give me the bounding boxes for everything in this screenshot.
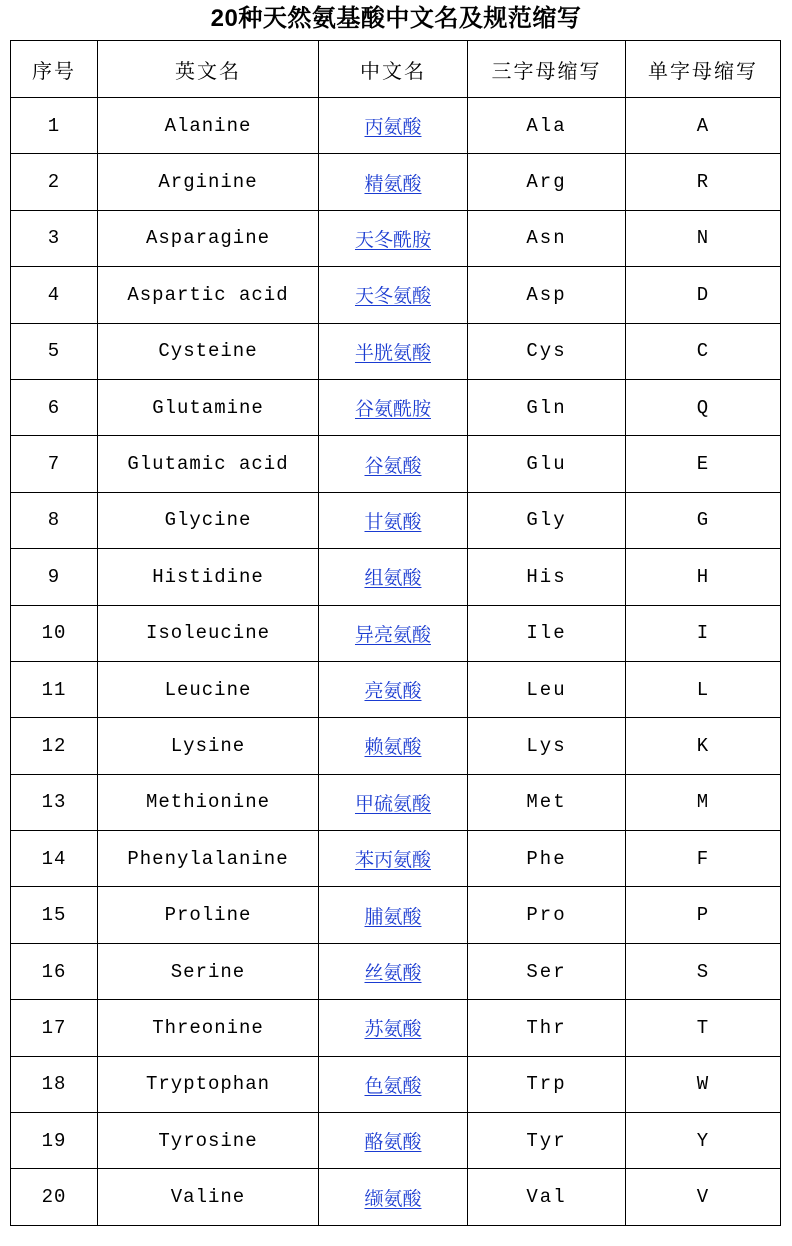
table-row <box>11 605 781 661</box>
table-row <box>11 492 781 548</box>
three-letter-code-cell: Gln <box>468 379 626 435</box>
one-letter-code-cell: M <box>626 774 781 830</box>
chinese-name-link[interactable]: 苯丙氨酸 <box>354 849 431 872</box>
three-letter-code-cell: Arg <box>468 154 626 210</box>
number-cell: 10 <box>11 605 98 661</box>
number-cell: 11 <box>11 661 98 717</box>
chinese-name-link[interactable]: 甲硫氨酸 <box>354 792 431 815</box>
header-row <box>11 41 781 98</box>
english-name-cell: Glutamic acid <box>98 436 319 492</box>
number-cell: 20 <box>11 1169 98 1225</box>
english-name-cell: Histidine <box>98 549 319 605</box>
header-chinese-name: 中文名 <box>319 41 468 98</box>
chinese-name-link[interactable]: 赖氨酸 <box>364 736 422 759</box>
header-three-letter-code: 三字母缩写 <box>468 41 626 98</box>
number-cell: 2 <box>11 154 98 210</box>
one-letter-code-cell: S <box>626 943 781 999</box>
three-letter-code-cell: Leu <box>468 661 626 717</box>
three-letter-code-cell: Val <box>468 1169 626 1225</box>
english-name-cell: Tyrosine <box>98 1113 319 1169</box>
one-letter-code-cell: V <box>626 1169 781 1225</box>
document-title: 20种天然氨基酸中文名及规范缩写 <box>210 5 582 32</box>
one-letter-code-cell: D <box>626 267 781 323</box>
english-name-cell: Leucine <box>98 661 319 717</box>
one-letter-code-cell: T <box>626 1000 781 1056</box>
chinese-name-link[interactable]: 甘氨酸 <box>364 510 422 533</box>
chinese-name-cell <box>319 661 468 717</box>
chinese-name-link[interactable]: 苏氨酸 <box>364 1018 422 1041</box>
one-letter-code-cell: Q <box>626 379 781 435</box>
one-letter-code-cell: G <box>626 492 781 548</box>
chinese-name-cell <box>319 831 468 887</box>
three-letter-code-cell: Cys <box>468 323 626 379</box>
english-name-cell: Asparagine <box>98 210 319 266</box>
number-cell: 19 <box>11 1113 98 1169</box>
number-cell: 18 <box>11 1056 98 1112</box>
table-row <box>11 267 781 323</box>
three-letter-code-cell: Lys <box>468 718 626 774</box>
three-letter-code-cell: Phe <box>468 831 626 887</box>
chinese-name-cell <box>319 1056 468 1112</box>
number-cell: 1 <box>11 98 98 154</box>
english-name-cell: Serine <box>98 943 319 999</box>
chinese-name-link[interactable]: 半胱氨酸 <box>354 341 431 364</box>
three-letter-code-cell: Ser <box>468 943 626 999</box>
header-one-letter-code: 单字母缩写 <box>626 41 781 98</box>
chinese-name-cell <box>319 718 468 774</box>
chinese-name-cell <box>319 98 468 154</box>
chinese-name-link[interactable]: 精氨酸 <box>364 172 422 195</box>
three-letter-code-cell: Asp <box>468 267 626 323</box>
number-cell: 3 <box>11 210 98 266</box>
chinese-name-link[interactable]: 组氨酸 <box>364 567 422 590</box>
chinese-name-cell <box>319 267 468 323</box>
one-letter-code-cell: K <box>626 718 781 774</box>
table-row <box>11 436 781 492</box>
chinese-name-cell <box>319 154 468 210</box>
chinese-name-cell <box>319 1000 468 1056</box>
english-name-cell: Threonine <box>98 1000 319 1056</box>
table-row <box>11 549 781 605</box>
three-letter-code-cell: Met <box>468 774 626 830</box>
chinese-name-cell <box>319 605 468 661</box>
number-cell: 8 <box>11 492 98 548</box>
english-name-cell: Glutamine <box>98 379 319 435</box>
chinese-name-cell <box>319 210 468 266</box>
number-cell: 14 <box>11 831 98 887</box>
one-letter-code-cell: F <box>626 831 781 887</box>
chinese-name-cell <box>319 492 468 548</box>
number-cell: 7 <box>11 436 98 492</box>
number-cell: 16 <box>11 943 98 999</box>
chinese-name-cell <box>319 1169 468 1225</box>
chinese-name-link[interactable]: 酪氨酸 <box>364 1131 422 1154</box>
three-letter-code-cell: Trp <box>468 1056 626 1112</box>
chinese-name-cell <box>319 943 468 999</box>
table-body <box>11 98 781 1226</box>
table-row <box>11 661 781 717</box>
chinese-name-cell <box>319 774 468 830</box>
english-name-cell: Cysteine <box>98 323 319 379</box>
chinese-name-cell <box>319 379 468 435</box>
chinese-name-link[interactable]: 亮氨酸 <box>364 680 422 703</box>
table-row <box>11 98 781 154</box>
three-letter-code-cell: Glu <box>468 436 626 492</box>
english-name-cell: Arginine <box>98 154 319 210</box>
three-letter-code-cell: Asn <box>468 210 626 266</box>
number-cell: 12 <box>11 718 98 774</box>
chinese-name-link[interactable]: 色氨酸 <box>364 1074 422 1097</box>
table-row <box>11 154 781 210</box>
chinese-name-link[interactable]: 丙氨酸 <box>364 116 422 139</box>
amino-acid-table <box>10 40 781 1226</box>
three-letter-code-cell: Ile <box>468 605 626 661</box>
one-letter-code-cell: L <box>626 661 781 717</box>
chinese-name-cell <box>319 436 468 492</box>
chinese-name-cell <box>319 887 468 943</box>
english-name-cell: Valine <box>98 1169 319 1225</box>
number-cell: 6 <box>11 379 98 435</box>
number-cell: 17 <box>11 1000 98 1056</box>
chinese-name-cell <box>319 1113 468 1169</box>
chinese-name-link[interactable]: 脯氨酸 <box>364 905 422 928</box>
table-row <box>11 1056 781 1112</box>
table-row <box>11 774 781 830</box>
one-letter-code-cell: W <box>626 1056 781 1112</box>
table-row <box>11 210 781 266</box>
three-letter-code-cell: Pro <box>468 887 626 943</box>
english-name-cell: Phenylalanine <box>98 831 319 887</box>
english-name-cell: Glycine <box>98 492 319 548</box>
table-row <box>11 323 781 379</box>
table-row <box>11 887 781 943</box>
number-cell: 9 <box>11 549 98 605</box>
chinese-name-link[interactable]: 异亮氨酸 <box>354 623 431 646</box>
english-name-cell: Methionine <box>98 774 319 830</box>
three-letter-code-cell: Thr <box>468 1000 626 1056</box>
number-cell: 13 <box>11 774 98 830</box>
table-row <box>11 718 781 774</box>
chinese-name-link[interactable]: 丝氨酸 <box>364 962 422 985</box>
english-name-cell: Alanine <box>98 98 319 154</box>
english-name-cell: Lysine <box>98 718 319 774</box>
one-letter-code-cell: I <box>626 605 781 661</box>
table-row <box>11 831 781 887</box>
one-letter-code-cell: A <box>626 98 781 154</box>
one-letter-code-cell: Y <box>626 1113 781 1169</box>
chinese-name-cell <box>319 323 468 379</box>
english-name-cell: Isoleucine <box>98 605 319 661</box>
one-letter-code-cell: E <box>626 436 781 492</box>
number-cell: 15 <box>11 887 98 943</box>
table-row <box>11 943 781 999</box>
chinese-name-link[interactable]: 谷氨酸 <box>364 454 422 477</box>
chinese-name-cell <box>319 549 468 605</box>
number-cell: 4 <box>11 267 98 323</box>
chinese-name-link[interactable]: 缬氨酸 <box>364 1187 422 1210</box>
one-letter-code-cell: H <box>626 549 781 605</box>
chinese-name-link[interactable]: 天冬氨酸 <box>354 285 431 308</box>
chinese-name-link[interactable]: 谷氨酰胺 <box>354 398 431 421</box>
three-letter-code-cell: His <box>468 549 626 605</box>
one-letter-code-cell: R <box>626 154 781 210</box>
table-row <box>11 379 781 435</box>
one-letter-code-cell: C <box>626 323 781 379</box>
header-english-name: 英文名 <box>98 41 319 98</box>
english-name-cell: Aspartic acid <box>98 267 319 323</box>
number-cell: 5 <box>11 323 98 379</box>
english-name-cell: Proline <box>98 887 319 943</box>
table-row <box>11 1169 781 1225</box>
header-number: 序号 <box>11 41 98 98</box>
table-header <box>11 41 781 98</box>
three-letter-code-cell: Ala <box>468 98 626 154</box>
table-row <box>11 1000 781 1056</box>
table-row <box>11 1113 781 1169</box>
english-name-cell: Tryptophan <box>98 1056 319 1112</box>
three-letter-code-cell: Tyr <box>468 1113 626 1169</box>
chinese-name-link[interactable]: 天冬酰胺 <box>354 228 431 251</box>
one-letter-code-cell: N <box>626 210 781 266</box>
one-letter-code-cell: P <box>626 887 781 943</box>
three-letter-code-cell: Gly <box>468 492 626 548</box>
